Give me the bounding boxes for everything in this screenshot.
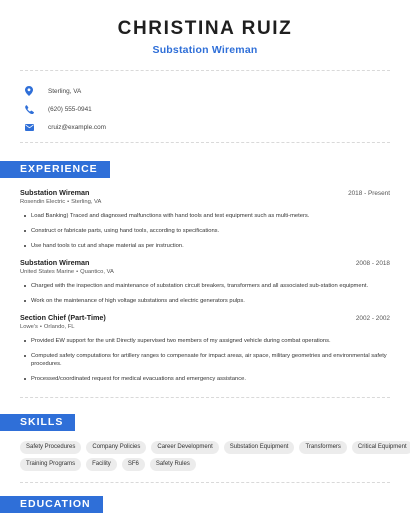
skill-chip: Safety Procedures [20,441,81,454]
divider [20,142,390,143]
job-entry [0,258,410,305]
contact-location-text: Sterling, VA [48,87,82,95]
job-bullet: Computed safety computations for artillery ranges to compensate for impact areas, air space, military geometries and environmental safety procedures. [31,352,390,368]
job-entry-company: Lowe's • Orlando, FL [20,324,75,330]
skill-chip: Facility [86,458,117,471]
skills-section [0,412,410,471]
contact-email-text: cruiz@example.com [48,123,106,131]
skills-row [20,458,390,471]
job-entry-company: United States Marine • Quantico, VA [20,269,114,275]
job-entry-title: Substation Wireman [20,258,90,267]
skill-chip: SF6 [122,458,145,471]
job-bullet: Load Banking) Traced and diagnosed malfunctions with hand tools and test equipment such as multi-meters. [31,212,390,220]
company-location: Sterling, VA [71,199,102,205]
company-name: Lowe's [20,324,38,330]
education-heading: EDUCATION [0,496,103,513]
experience-heading: EXPERIENCE [0,161,110,178]
job-entry-dates: 2002 - 2002 [355,315,390,322]
job-entry-company: Rosendin Electric • Sterling, VA [20,199,102,205]
contact-phone-text: (620) 555-0941 [48,105,92,113]
company-name: Rosendin Electric [20,199,66,205]
job-bullet: Charged with the inspection and maintenance of substation circuit breakers, transformers and all associated sub-station equipment. [31,282,390,290]
contact-block [0,82,410,136]
skill-chip: Safety Rules [150,458,196,471]
divider [20,397,390,398]
phone-icon [22,102,36,116]
job-bullets [20,212,390,250]
email-icon [22,120,36,134]
contact-phone [20,100,390,118]
company-name: United States Marine [20,269,75,275]
job-bullet: Processed/coordinated request for medical evacuations and emergency assistance. [31,375,390,383]
job-bullet: Use hand tools to cut and shape material as per instruction. [31,242,390,250]
skills-heading: SKILLS [0,414,75,431]
divider [20,70,390,71]
skills-row [20,441,407,454]
education-section [0,494,410,513]
job-entry [0,313,410,383]
skill-chip: Career Development [151,441,218,454]
job-entry-dates: 2008 - 2018 [355,260,390,267]
divider [20,482,390,483]
job-title: Substation Wireman [152,44,258,56]
company-location: Orlando, FL [43,324,75,330]
job-entry [0,188,410,250]
job-bullets [20,282,390,305]
skill-chip: Critical Equipment [352,441,410,454]
skill-chip: Company Policies [86,441,146,454]
company-location: Quantico, VA [80,269,114,275]
job-entry-dates: 2018 - Present [348,190,390,197]
skill-chip: Substation Equipment [224,441,295,454]
contact-location [20,82,390,100]
experience-section [0,159,410,383]
candidate-name: CHRISTINA RUIZ [117,18,293,39]
location-pin-icon [22,84,36,98]
job-bullets [20,337,390,383]
job-entry-title: Substation Wireman [20,188,90,197]
resume-header [0,0,410,57]
job-bullet: Provided EW support for the unit Directly supervised two members of my assigned vehicle during combat operations. [31,337,390,345]
skills-list [0,441,410,471]
job-bullet: Work on the maintenance of high voltage substations and electric generators pulps. [31,297,390,305]
skill-chip: Training Programs [20,458,81,471]
skill-chip: Transformers [299,441,346,454]
job-bullet: Construct or fabricate parts, using hand tools, according to specifications. [31,227,390,235]
contact-email [20,118,390,136]
job-entry-title: Section Chief (Part-Time) [20,313,106,322]
